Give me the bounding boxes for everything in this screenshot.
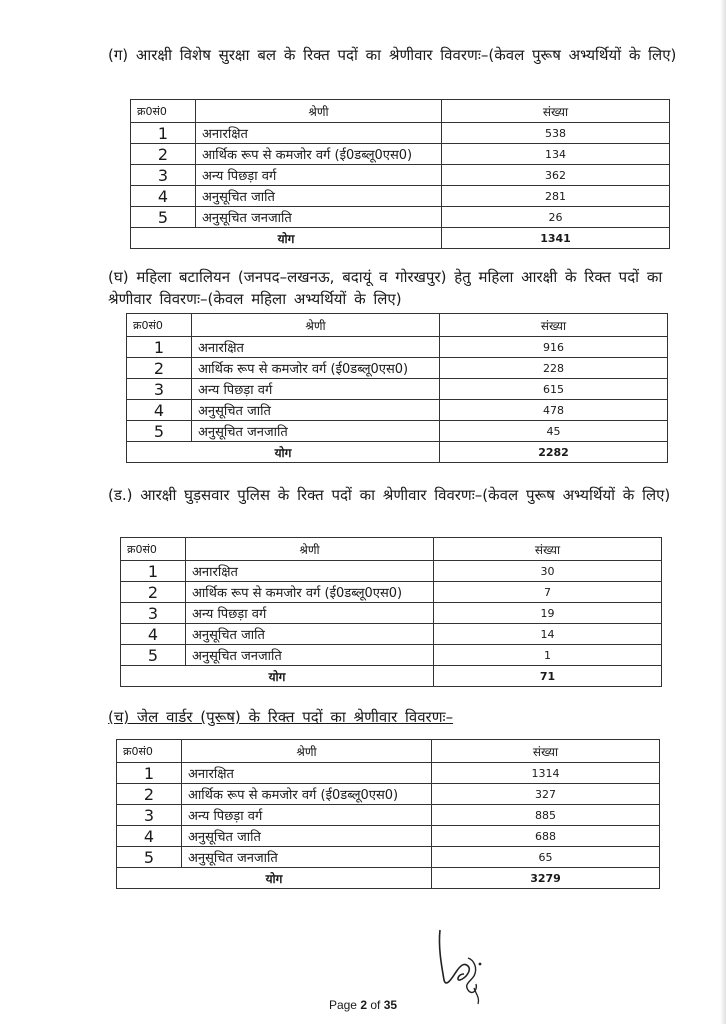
table-header-row (117, 740, 660, 763)
section-heading: (च) जेल वार्डर (पुरूष) के रिक्त पदों का श्रेणीवार विवरणः– (108, 708, 454, 726)
category-cell: आर्थिक रूप से कमजोर वर्ग (ई0डब्लू0एस0) (196, 144, 442, 165)
table-row (121, 645, 662, 666)
count-cell: 688 (432, 826, 660, 847)
serial-cell: 2 (127, 358, 192, 379)
column-header-category: श्रेणी (186, 538, 434, 561)
serial-cell: 3 (121, 603, 186, 624)
category-cell: अनुसूचित जनजाति (192, 421, 440, 442)
footer-middle: of (367, 998, 384, 1012)
count-cell: 134 (442, 144, 670, 165)
total-row (127, 442, 668, 463)
serial-cell: 5 (131, 207, 196, 228)
table-row (121, 624, 662, 645)
signature (430, 918, 490, 1008)
total-row (117, 868, 660, 889)
serial-cell: 4 (121, 624, 186, 645)
total-row (121, 666, 662, 687)
count-cell: 19 (434, 603, 662, 624)
current-page-number: 2 (360, 998, 367, 1012)
category-cell: अनुसूचित जाति (192, 400, 440, 421)
page-edge-shadow (720, 0, 726, 1024)
category-cell: अन्य पिछड़ा वर्ग (182, 805, 432, 826)
column-header-serial: क्र0सं0 (117, 740, 182, 763)
category-cell: अनारक्षित (196, 123, 442, 144)
total-value: 2282 (440, 442, 668, 463)
category-cell: अन्य पिछड़ा वर्ग (196, 165, 442, 186)
count-cell: 26 (442, 207, 670, 228)
column-header-count: संख्या (432, 740, 660, 763)
table-row (117, 826, 660, 847)
column-header-category: श्रेणी (196, 100, 442, 123)
category-cell: आर्थिक रूप से कमजोर वर्ग (ई0डब्लू0एस0) (186, 582, 434, 603)
count-cell: 14 (434, 624, 662, 645)
category-cell: अन्य पिछड़ा वर्ग (186, 603, 434, 624)
total-label: योग (127, 442, 440, 463)
total-label: योग (121, 666, 434, 687)
category-table (120, 537, 662, 687)
serial-cell: 1 (121, 561, 186, 582)
table-row (131, 144, 670, 165)
category-table (130, 99, 670, 249)
category-cell: अनुसूचित जाति (196, 186, 442, 207)
serial-cell: 5 (117, 847, 182, 868)
count-cell: 7 (434, 582, 662, 603)
serial-cell: 4 (117, 826, 182, 847)
count-cell: 538 (442, 123, 670, 144)
serial-cell: 4 (131, 186, 196, 207)
category-cell: आर्थिक रूप से कमजोर वर्ग (ई0डब्लू0एस0) (192, 358, 440, 379)
category-cell: अनुसूचित जाति (186, 624, 434, 645)
column-header-category: श्रेणी (192, 314, 440, 337)
category-cell: अन्य पिछड़ा वर्ग (192, 379, 440, 400)
section-heading: (ड.) आरक्षी घुड़सवार पुलिस के रिक्त पदों का श्रेणीवार विवरणः–(केवल पुरूष अभ्यर्थियों के लिए) (108, 486, 671, 504)
serial-cell: 3 (127, 379, 192, 400)
category-cell: आर्थिक रूप से कमजोर वर्ग (ई0डब्लू0एस0) (182, 784, 432, 805)
category-table (116, 739, 660, 889)
serial-cell: 3 (131, 165, 196, 186)
table-row (121, 582, 662, 603)
count-cell: 228 (440, 358, 668, 379)
column-header-serial: क्र0सं0 (121, 538, 186, 561)
serial-cell: 2 (131, 144, 196, 165)
count-cell: 327 (432, 784, 660, 805)
serial-cell: 2 (121, 582, 186, 603)
category-cell: अनुसूचित जनजाति (186, 645, 434, 666)
count-cell: 1314 (432, 763, 660, 784)
serial-cell: 3 (117, 805, 182, 826)
serial-cell: 1 (131, 123, 196, 144)
column-header-count: संख्या (442, 100, 670, 123)
category-cell: अनुसूचित जाति (182, 826, 432, 847)
table-row (127, 358, 668, 379)
category-table (126, 313, 668, 463)
total-label: योग (131, 228, 442, 249)
total-value: 3279 (432, 868, 660, 889)
category-cell: अनारक्षित (182, 763, 432, 784)
table-row (117, 784, 660, 805)
table-row (131, 123, 670, 144)
column-header-serial: क्र0सं0 (127, 314, 192, 337)
table-row (121, 561, 662, 582)
count-cell: 885 (432, 805, 660, 826)
table-row (121, 603, 662, 624)
column-header-serial: क्र0सं0 (131, 100, 196, 123)
total-row (131, 228, 670, 249)
count-cell: 916 (440, 337, 668, 358)
table-row (131, 207, 670, 228)
column-header-category: श्रेणी (182, 740, 432, 763)
column-header-count: संख्या (440, 314, 668, 337)
count-cell: 615 (440, 379, 668, 400)
page-footer (0, 998, 726, 1012)
table-row (117, 847, 660, 868)
table-row (127, 421, 668, 442)
table-row (127, 379, 668, 400)
serial-cell: 4 (127, 400, 192, 421)
serial-cell: 1 (117, 763, 182, 784)
table-row (117, 805, 660, 826)
column-header-count: संख्या (434, 538, 662, 561)
serial-cell: 1 (127, 337, 192, 358)
serial-cell: 5 (121, 645, 186, 666)
table-row (131, 165, 670, 186)
footer-prefix: Page (328, 998, 361, 1012)
serial-cell: 2 (117, 784, 182, 805)
count-cell: 30 (434, 561, 662, 582)
section-heading: (ग) आरक्षी विशेष सुरक्षा बल के रिक्त पदों का श्रेणीवार विवरणः–(केवल पुरूष अभ्यर्थियों के लिए) (108, 46, 677, 64)
serial-cell: 5 (127, 421, 192, 442)
table-row (117, 763, 660, 784)
table-header-row (121, 538, 662, 561)
category-cell: अनारक्षित (186, 561, 434, 582)
count-cell: 45 (440, 421, 668, 442)
count-cell: 362 (442, 165, 670, 186)
count-cell: 1 (434, 645, 662, 666)
total-label: योग (117, 868, 432, 889)
count-cell: 65 (432, 847, 660, 868)
table-row (127, 337, 668, 358)
table-row (131, 186, 670, 207)
section-heading: (घ) महिला बटालियन (जनपद–लखनऊ, बदायूं व गोरखपुर) हेतु महिला आरक्षी के रिक्त पदों का श्रेणीवार विवरणः–(केवल महिला अभ्यर्थियों के लिए) (108, 268, 663, 308)
count-cell: 281 (442, 186, 670, 207)
category-cell: अनुसूचित जनजाति (182, 847, 432, 868)
total-value: 71 (434, 666, 662, 687)
table-row (127, 400, 668, 421)
table-header-row (131, 100, 670, 123)
category-cell: अनारक्षित (192, 337, 440, 358)
category-cell: अनुसूचित जनजाति (196, 207, 442, 228)
total-value: 1341 (442, 228, 670, 249)
table-header-row (127, 314, 668, 337)
count-cell: 478 (440, 400, 668, 421)
total-page-count: 35 (383, 998, 398, 1012)
